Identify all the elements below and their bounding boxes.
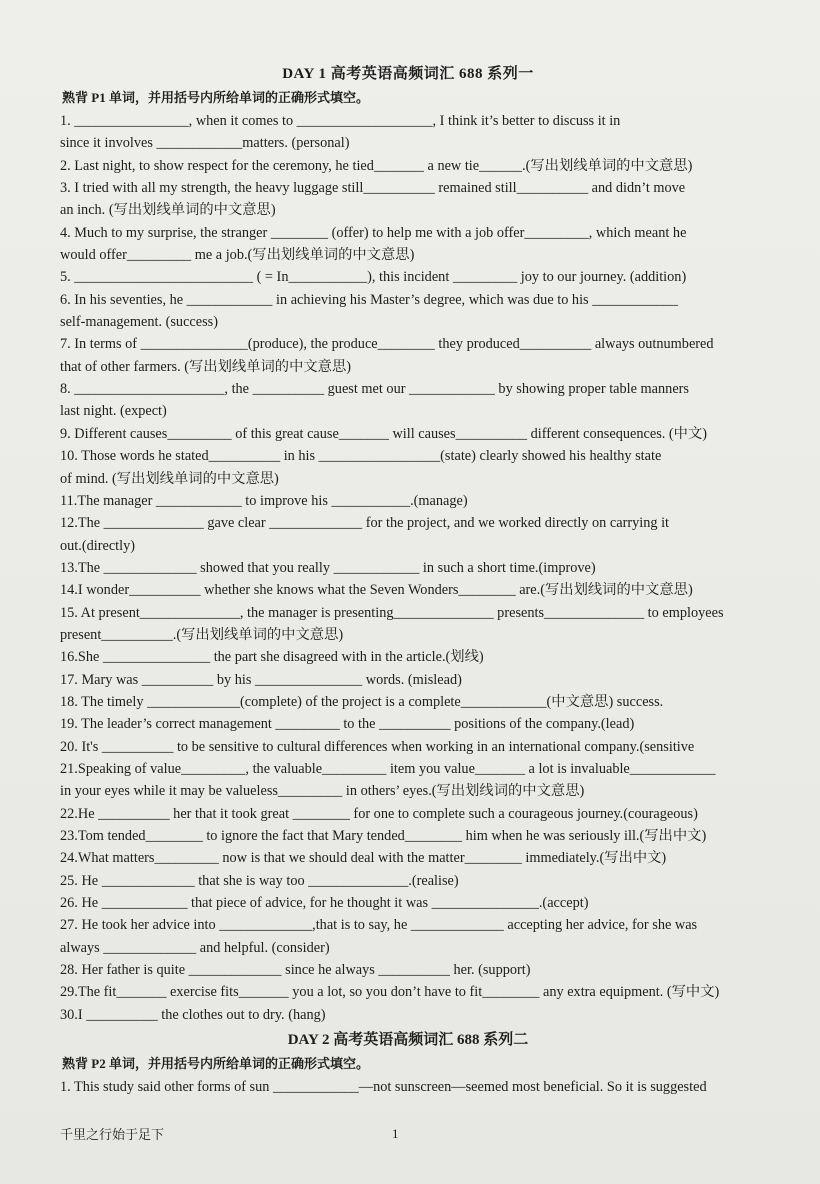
exercise-line: 14.I wonder__________ whether she knows what the Seven Wonders________ are.(写出划线词的中文意思): [60, 582, 693, 599]
exercise-line: would offer_________ me a job.(写出划线单词的中文意思): [60, 247, 415, 264]
exercise-line: an inch. (写出划线单词的中文意思): [60, 202, 276, 219]
exercise-line: in your eyes while it may be valueless_________ in others’ eyes.(写出划线词的中文意思): [60, 783, 585, 800]
exercise-line: 30.I __________ the clothes out to dry. (hang): [60, 1006, 326, 1023]
day2-instruction: 熟背 P2 单词，并用括号内所给单词的正确形式填空。: [62, 1056, 369, 1072]
exercise-line: 13.The _____________ showed that you really ____________ in such a short time.(improve): [60, 559, 596, 576]
exercise-line: 12.The ______________ gave clear _____________ for the project, and we worked directly on carrying it: [60, 515, 670, 532]
footer-motto: 千里之行始于足下: [60, 1127, 165, 1142]
day2-title: DAY 2 高考英语高频词汇 688 系列二: [287, 1032, 529, 1049]
exercise-line: 20. It's __________ to be sensitive to cultural differences when working in an international company.(sensitive: [60, 738, 695, 755]
exercise-line: 28. Her father is quite _____________ since he always __________ her. (support): [60, 962, 531, 979]
exercise-line: 4. Much to my surprise, the stranger ________ (offer) to help me with a job offer_________, which meant he: [60, 224, 687, 241]
exercise-line: 16.She _______________ the part she disagreed with in the article.(划线): [60, 649, 484, 666]
exercise-line: 18. The timely _____________(complete) of the project is a complete____________(中文意思) success.: [60, 693, 664, 710]
exercise-line: 10. Those words he stated__________ in his _________________(state) clearly showed his healthy state: [60, 448, 662, 465]
exercise-line: that of other farmers. (写出划线单词的中文意思): [60, 358, 352, 375]
exercise-line: 21.Speaking of value_________, the valuable_________ item you value_______ a lot is invaluable____________: [60, 760, 716, 777]
page-number: 1: [392, 1126, 399, 1141]
exercise-line: 3. I tried with all my strength, the heavy luggage still__________ remained still__________ and didn’t move: [60, 180, 686, 197]
exercise-line: 26. He ____________ that piece of advice, for he thought it was _______________.(accept): [60, 895, 589, 912]
exercise-line: 9. Different causes_________ of this great cause_______ will causes__________ different consequences. (中文): [60, 425, 708, 442]
exercise-line: present__________.(写出划线单词的中文意思): [60, 626, 344, 643]
exercise-line: 7. In terms of _______________(produce), the produce________ they produced__________ always outnumbered: [60, 336, 714, 353]
exercise-line: 24.What matters_________ now is that we should deal with the matter________ immediately.(写出中文): [60, 850, 667, 867]
page-title: DAY 1 高考英语高频词汇 688 系列一: [282, 66, 534, 82]
exercise-line: last night. (expect): [60, 403, 167, 420]
exercise-line: 8. _____________________, the __________ guest met our ____________ by showing proper table manners: [60, 381, 689, 398]
exercise-line: 5. _________________________ ( = In___________), this incident _________ joy to our journey. (addition): [60, 269, 687, 286]
exercise-line: 25. He _____________ that she is way too ______________.(realise): [60, 872, 459, 889]
exercise-line: self-management. (success): [60, 314, 218, 331]
exercise-line: 6. In his seventies, he ____________ in achieving his Master’s degree, which was due to his ____________: [60, 291, 678, 308]
exercise-line: 1. ________________, when it comes to ___________________, I think it’s better to discuss it in: [60, 113, 621, 129]
exercise-line: 22.He __________ her that it took great ________ for one to complete such a courageous journey.(courageous): [60, 805, 698, 822]
exercise-line: of mind. (写出划线单词的中文意思): [60, 470, 279, 487]
exercise-line: always _____________ and helpful. (consider): [60, 939, 330, 956]
exercise-list: [60, 110, 756, 1026]
exercise-line: since it involves ____________matters. (personal): [60, 135, 350, 152]
exercise-line: out.(directly): [60, 537, 136, 554]
day2-exercise-line: 1. This study said other forms of sun ____________—not sunscreen—seemed most beneficial. So it is suggested: [60, 1079, 707, 1096]
exercise-line: 11.The manager ____________ to improve his ___________.(manage): [60, 492, 468, 509]
exercise-line: 19. The leader’s correct management _________ to the __________ positions of the company.(lead): [60, 716, 635, 733]
exercise-line: 27. He took her advice into _____________,that is to say, he _____________ accepting her advice, for she was: [60, 917, 698, 934]
exercise-line: 15. At present______________, the manager is presenting______________ presents______________ to employees: [60, 604, 724, 621]
exercise-line: 17. Mary was __________ by his _______________ words. (mislead): [60, 671, 462, 688]
exercise-line: 2. Last night, to show respect for the ceremony, he tied_______ a new tie______.(写出划线单词的中文意思): [60, 157, 693, 174]
instruction-text: 熟背 P1 单词，并用括号内所给单词的正确形式填空。: [62, 90, 369, 105]
exercise-line: 29.The fit_______ exercise fits_______ you a lot, so you don’t have to fit________ any extra equipment. (写中文): [60, 984, 720, 1001]
exercise-line: 23.Tom tended________ to ignore the fact that Mary tended________ him when he was seriously ill.(写出中文): [60, 828, 707, 844]
